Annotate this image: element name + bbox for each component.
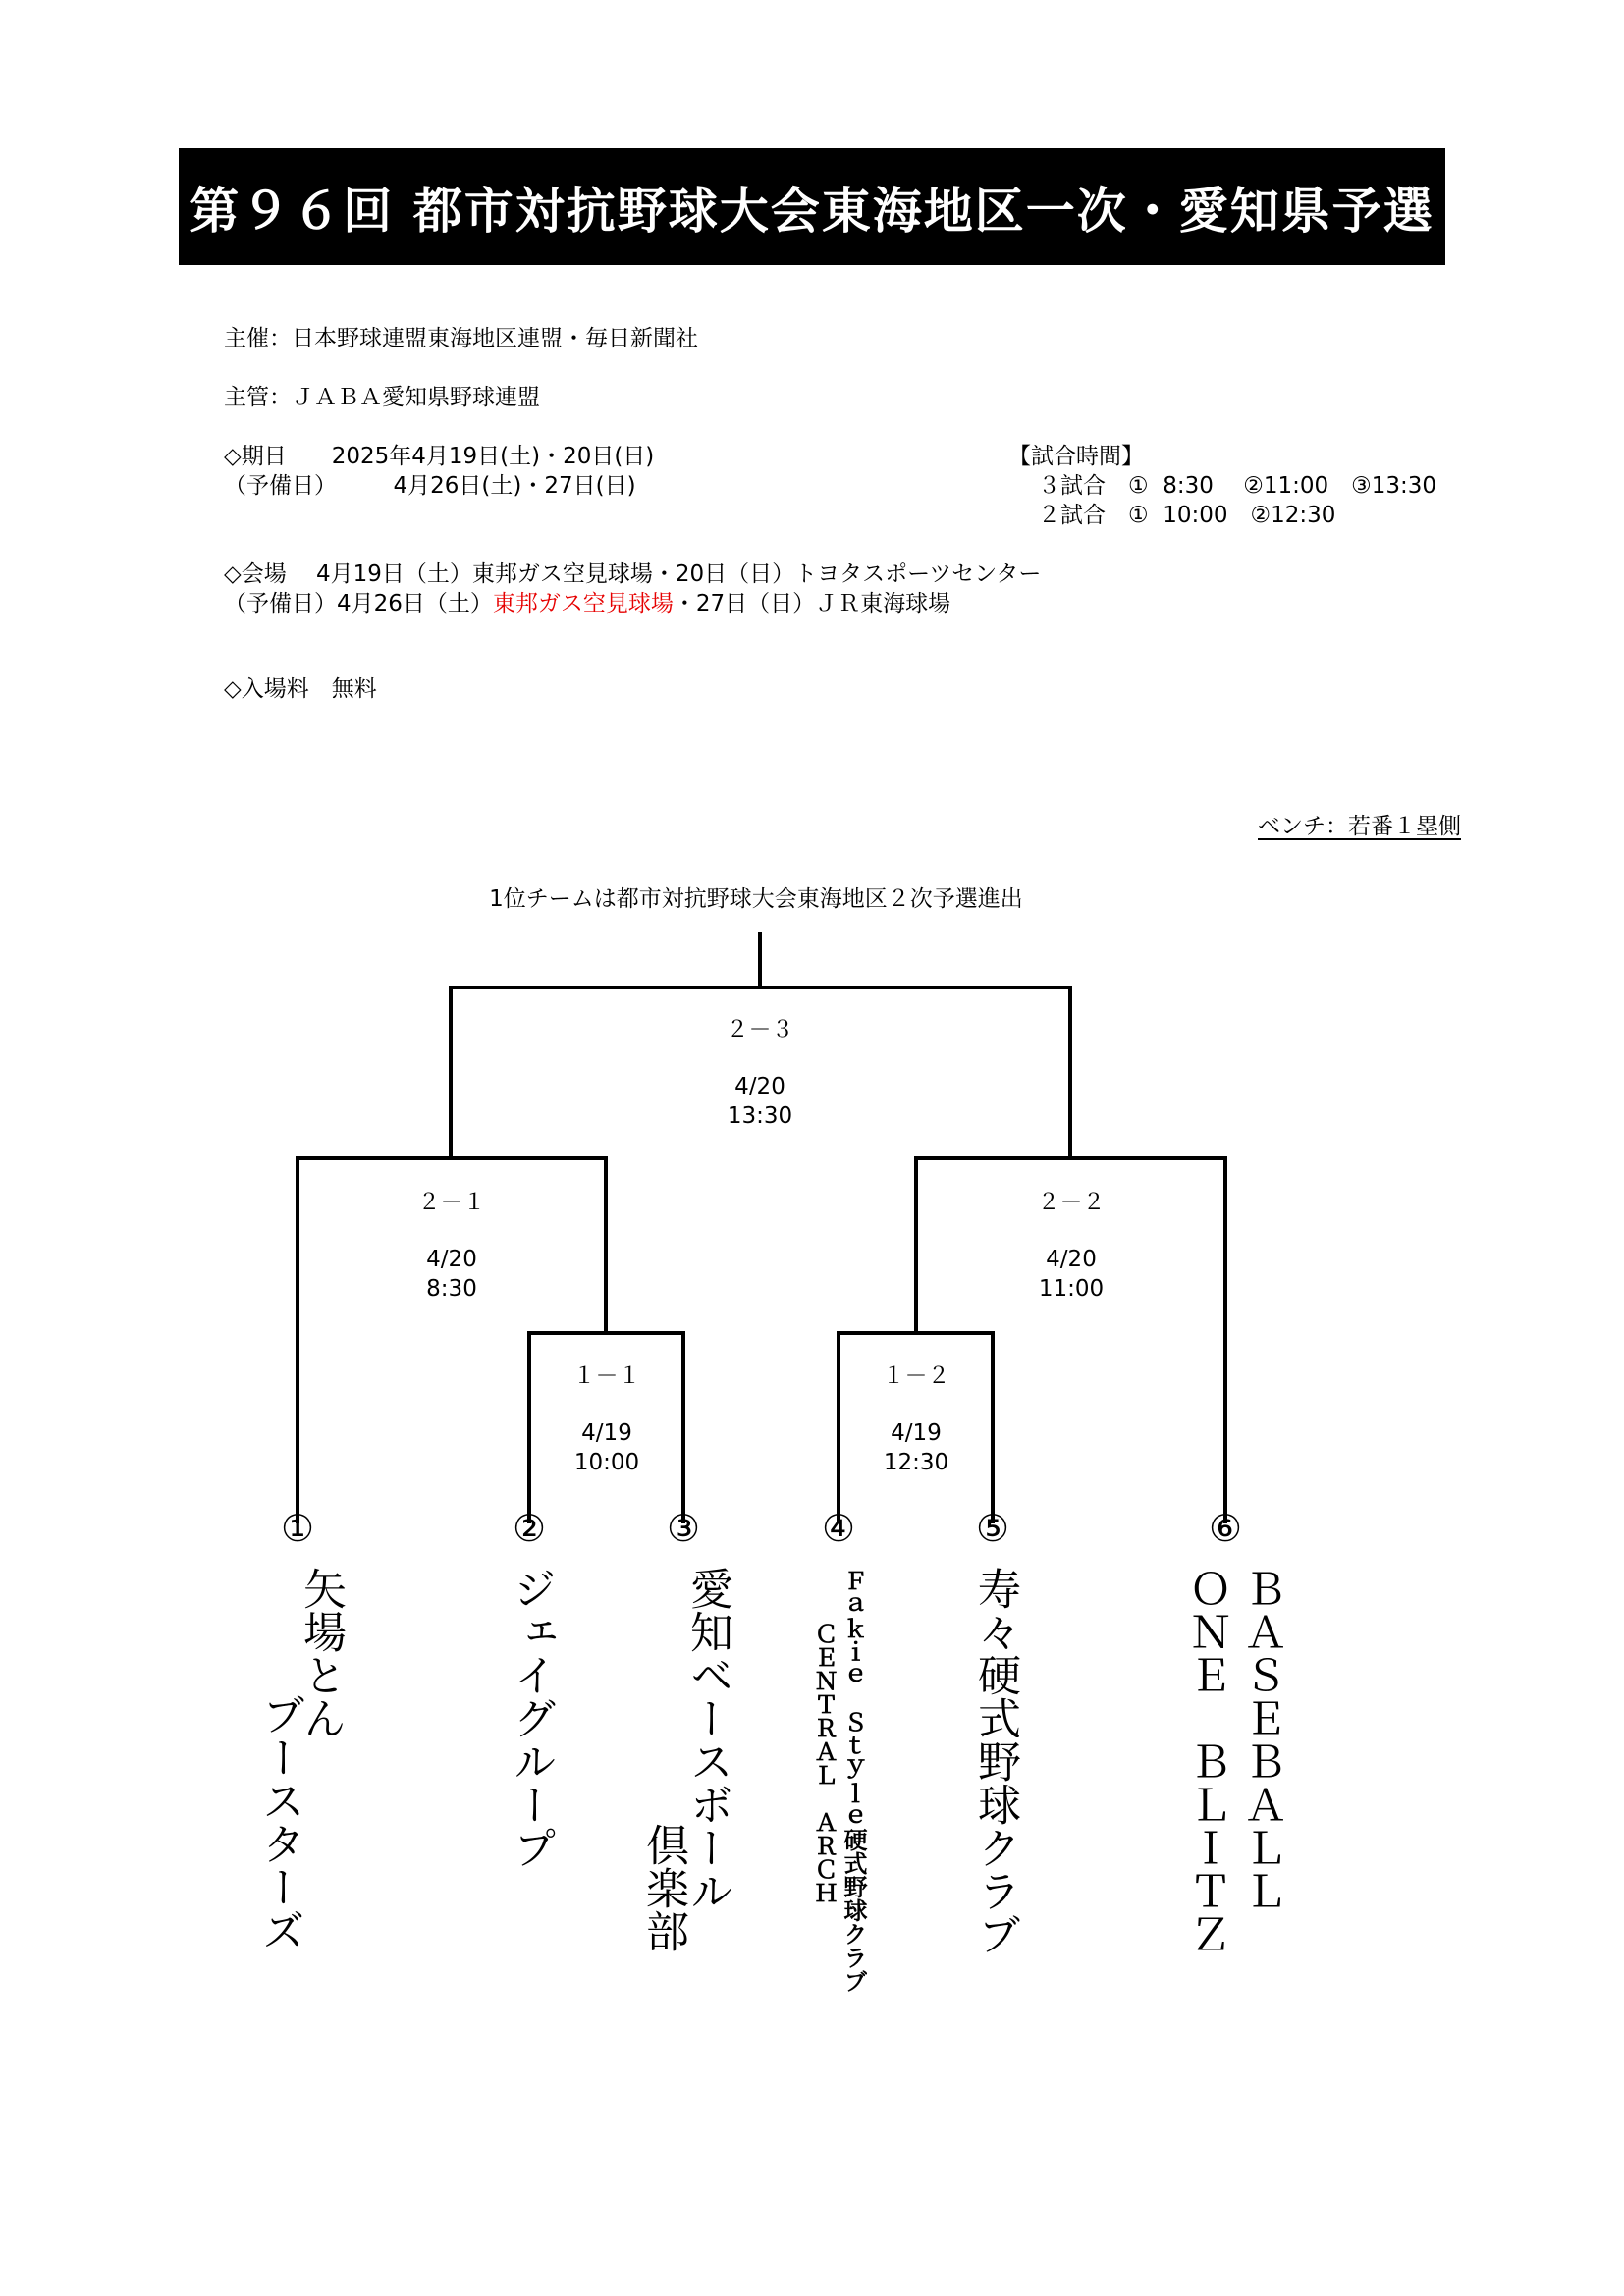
match-2-2-time: 11:00	[1038, 1276, 1105, 1302]
match-2-2	[973, 1188, 1169, 1304]
match-2-1-number: ２－１	[417, 1190, 486, 1215]
venue-line-2-prefix: （予備日）4月26日（土）	[224, 591, 493, 616]
match-2-1-date: 4/20	[426, 1247, 477, 1272]
page-title: 第９６回 都市対抗野球大会東海地区一次・愛知県予選	[179, 148, 1445, 265]
seed-1: ①	[280, 1507, 315, 1550]
dates-line-2: （予備日） 4月26日(土)・27日(日)	[224, 473, 636, 499]
match-1-1-time: 10:00	[573, 1450, 640, 1475]
match-2-3-number: ２－３	[726, 1017, 794, 1042]
team-3-name-line-1: 愛知ベースボール	[682, 1567, 732, 1912]
match-1-1-date: 4/19	[581, 1420, 632, 1446]
seed-4: ④	[821, 1507, 856, 1550]
team-4-name-line-1: Ｆａｋｉｅ Ｓｔｙｌｅ硬式野球クラブ	[839, 1569, 867, 1993]
team-1-name-line-2: ブースターズ	[254, 1692, 304, 1951]
match-1-2	[818, 1362, 1014, 1477]
times-header: 【試合時間】	[1008, 444, 1144, 469]
admission-fee: ◇入場料 無料	[224, 676, 377, 702]
team-4-name-line-2: ＣＥＮＴＲＡＬ ＡＲＣＨ	[810, 1622, 838, 1904]
venue-line-2-suffix: ・27日（日）ＪＲ東海球場	[673, 591, 951, 616]
match-2-3-date: 4/20	[734, 1074, 785, 1099]
seed-5: ⑤	[975, 1507, 1010, 1550]
advance-note: 1位チームは都市対抗野球大会東海地区２次予選進出	[489, 886, 1023, 912]
venue-line-2-highlight: 東邦ガス空見球場	[492, 591, 674, 616]
match-2-1	[353, 1188, 550, 1304]
dates-line-1: ◇期日 2025年4月19日(土)・20日(日)	[224, 444, 655, 469]
match-2-2-date: 4/20	[1046, 1247, 1097, 1272]
bench-note: ベンチ：若番１塁側	[1258, 814, 1461, 839]
team-3-name-line-2: 倶楽部	[638, 1823, 688, 1952]
organizer-text: 主催：日本野球連盟東海地区連盟・毎日新聞社	[224, 326, 698, 351]
match-2-1-time: 8:30	[426, 1276, 477, 1302]
team-6-name-line-1: ＢＡＳＥＢＡＬＬ	[1236, 1567, 1286, 1912]
team-5-name: 寿々硬式野球クラブ	[970, 1567, 1020, 1955]
manager-text: 主管：ＪＡＢＡ愛知県野球連盟	[224, 385, 540, 410]
match-2-3-time: 13:30	[727, 1103, 793, 1129]
match-1-2-date: 4/19	[891, 1420, 942, 1446]
match-1-1	[509, 1362, 705, 1477]
times-two-games: ２試合 ① 10:00 ②12:30	[1038, 503, 1336, 528]
times-three-games: ３試合 ① 8:30 ②11:00 ③13:30	[1038, 473, 1437, 499]
team-1-name-line-1: 矢場とん	[296, 1567, 346, 1739]
match-2-2-number: ２－２	[1037, 1190, 1106, 1215]
seed-3: ③	[666, 1507, 701, 1550]
seed-6: ⑥	[1208, 1507, 1243, 1550]
team-6-name-line-2: ＯＮＥ ＢＬＩＴＺ	[1181, 1567, 1231, 1955]
match-1-2-time: 12:30	[883, 1450, 949, 1475]
match-1-2-number: １－２	[882, 1363, 950, 1389]
venue-line-1: ◇会場 4月19日（土）東邦ガス空見球場・20日（日）トヨタスポーツセンター	[224, 561, 1042, 587]
match-1-1-number: １－１	[572, 1363, 641, 1389]
team-2-name: ジェイグループ	[506, 1567, 556, 1869]
seed-2: ②	[512, 1507, 547, 1550]
match-2-3	[662, 1015, 858, 1131]
